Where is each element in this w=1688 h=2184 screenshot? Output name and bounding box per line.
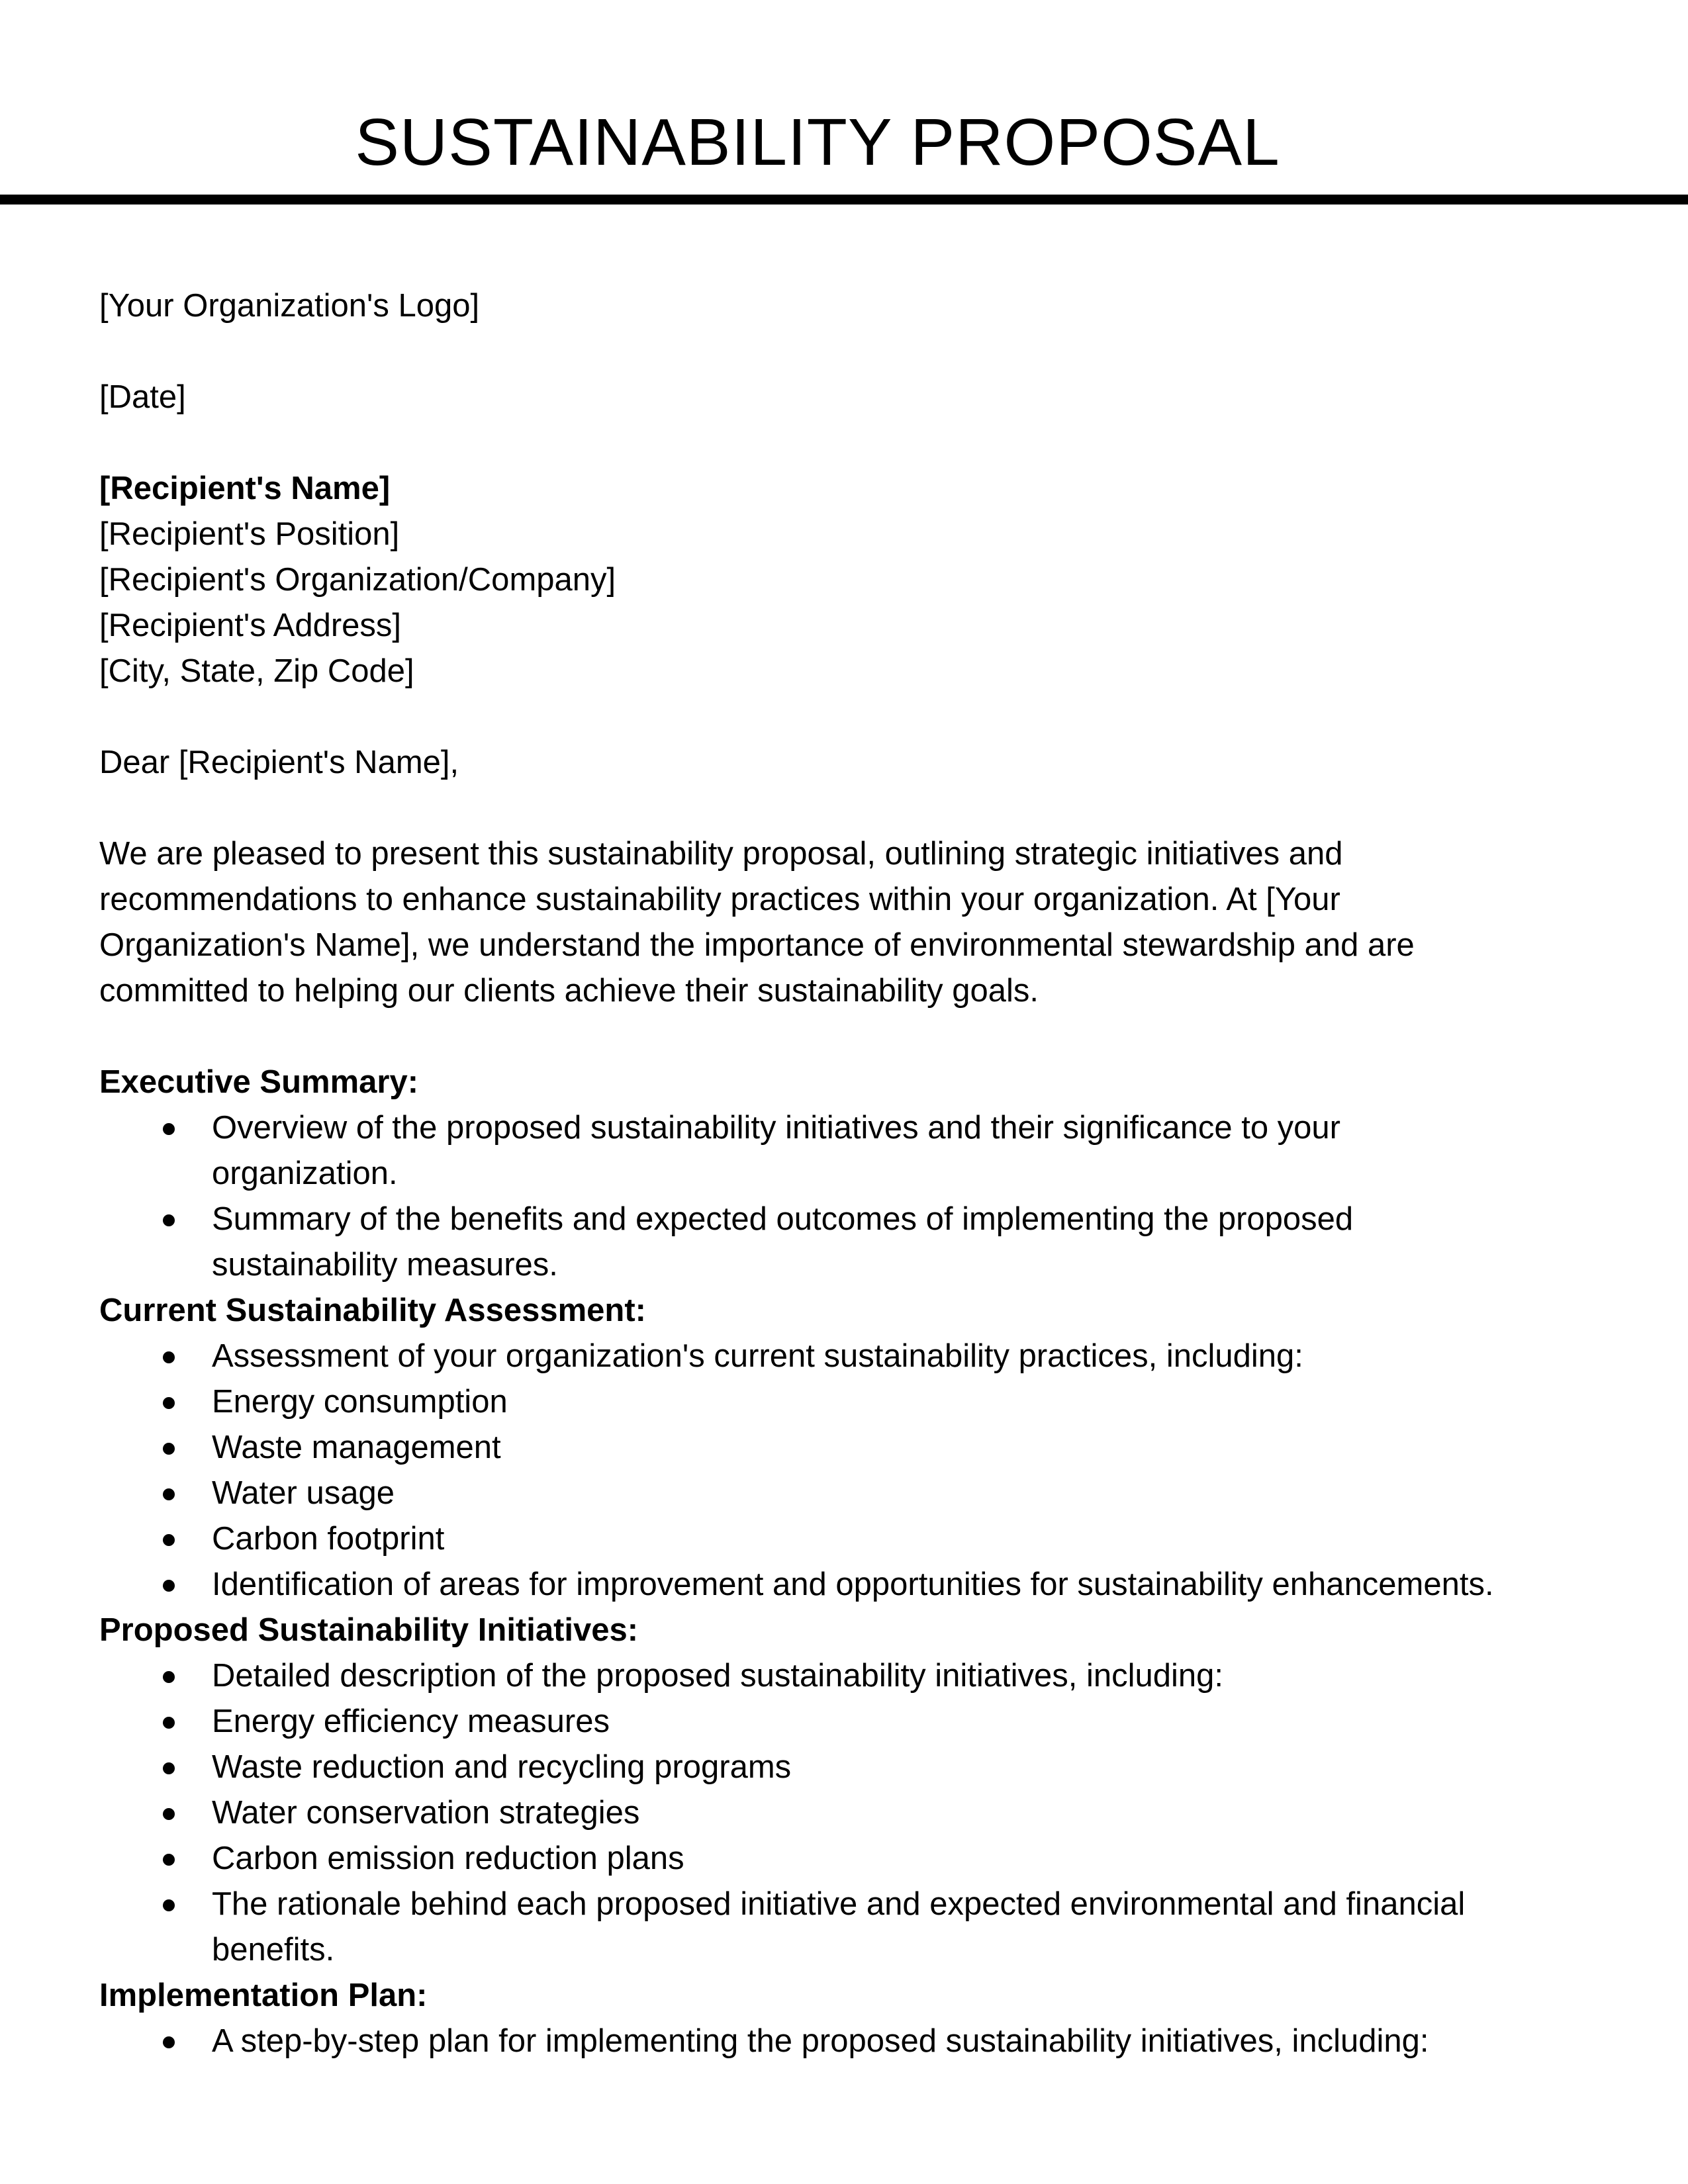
bullet-icon <box>163 1762 175 1774</box>
section-bullet-list <box>99 1334 1622 1608</box>
section-heading: Proposed Sustainability Initiatives: <box>99 1612 639 1648</box>
bullet-icon <box>163 1397 175 1409</box>
list-item-text: Energy efficiency measures <box>212 1704 610 1739</box>
recipient-position: [Recipient's Position] <box>99 516 400 552</box>
salutation: Dear [Recipient's Name], <box>99 745 459 780</box>
section-bullet-list <box>99 1105 1622 1288</box>
list-item <box>99 1379 1622 1425</box>
list-item-text: A step-by-step plan for implementing the proposed sustainability initiatives, including: <box>212 2023 1429 2059</box>
list-item <box>99 1882 1622 1973</box>
list-item <box>99 1836 1622 1882</box>
list-item-text: Water conservation strategies <box>212 1795 640 1831</box>
bullet-icon <box>163 1534 175 1546</box>
list-item-text: organization. <box>212 1156 398 1191</box>
intro-paragraph <box>99 831 1622 1014</box>
intro-line: committed to helping our clients achieve their sustainability goals. <box>99 973 1039 1009</box>
proposal-sections <box>99 1060 1622 2064</box>
bullet-icon <box>163 1717 175 1729</box>
recipient-organization: [Recipient's Organization/Company] <box>99 562 616 598</box>
logo-placeholder: [Your Organization's Logo] <box>99 288 480 324</box>
list-item-text: Identification of areas for improvement and opportunities for sustainability enhancements. <box>212 1567 1494 1602</box>
list-item-text: Waste reduction and recycling programs <box>212 1749 792 1785</box>
list-item <box>99 1425 1622 1471</box>
document-title: SUSTAINABILITY PROPOSAL <box>355 105 1280 179</box>
date-placeholder: [Date] <box>99 379 186 415</box>
list-item-text: sustainability measures. <box>212 1247 558 1283</box>
section-heading: Executive Summary: <box>99 1064 419 1100</box>
section-bullet-list <box>99 2019 1622 2064</box>
bullet-icon <box>163 1123 175 1135</box>
list-item-text: Carbon emission reduction plans <box>212 1841 684 1876</box>
section-heading: Current Sustainability Assessment: <box>99 1293 646 1328</box>
list-item <box>99 2019 1622 2064</box>
intro-line: We are pleased to present this sustainability proposal, outlining strategic initiatives and <box>99 836 1343 872</box>
section-heading: Implementation Plan: <box>99 1978 428 2013</box>
title-divider <box>0 195 1688 205</box>
bullet-icon <box>163 1214 175 1226</box>
intro-line: recommendations to enhance sustainability practices within your organization. At [Your <box>99 882 1340 917</box>
document-body <box>99 283 1622 2064</box>
list-item <box>99 1562 1622 1608</box>
list-item-text: Energy consumption <box>212 1384 508 1420</box>
list-item <box>99 1790 1622 1836</box>
list-item <box>99 1334 1622 1379</box>
list-item-text: Waste management <box>212 1430 501 1465</box>
bullet-icon <box>163 1808 175 1820</box>
bullet-icon <box>163 1580 175 1592</box>
recipient-address: [Recipient's Address] <box>99 608 402 643</box>
recipient-block <box>99 466 1622 694</box>
recipient-name: [Recipient's Name] <box>99 471 391 506</box>
list-item <box>99 1699 1622 1745</box>
list-item <box>99 1653 1622 1699</box>
list-item-text: Detailed description of the proposed sustainability initiatives, including: <box>212 1658 1224 1694</box>
list-item-text: Assessment of your organization's current sustainability practices, including: <box>212 1338 1303 1374</box>
bullet-icon <box>163 1488 175 1500</box>
list-item-text: The rationale behind each proposed initiative and expected environmental and financial <box>212 1886 1466 1922</box>
recipient-city-state-zip: [City, State, Zip Code] <box>99 653 414 689</box>
list-item <box>99 1471 1622 1516</box>
bullet-icon <box>163 1899 175 1911</box>
bullet-icon <box>163 1443 175 1455</box>
bullet-icon <box>163 1854 175 1866</box>
list-item-text: Water usage <box>212 1475 395 1511</box>
list-item-text: Carbon footprint <box>212 1521 445 1557</box>
list-item-text: benefits. <box>212 1932 335 1968</box>
bullet-icon <box>163 1671 175 1683</box>
list-item <box>99 1197 1622 1288</box>
intro-line: Organization's Name], we understand the importance of environmental stewardship and are <box>99 927 1415 963</box>
bullet-icon <box>163 1351 175 1363</box>
list-item <box>99 1105 1622 1197</box>
bullet-icon <box>163 2036 175 2048</box>
list-item-text: Overview of the proposed sustainability initiatives and their significance to your <box>212 1110 1340 1146</box>
section-bullet-list <box>99 1653 1622 1973</box>
list-item <box>99 1745 1622 1790</box>
list-item-text: Summary of the benefits and expected outcomes of implementing the proposed <box>212 1201 1354 1237</box>
list-item <box>99 1516 1622 1562</box>
